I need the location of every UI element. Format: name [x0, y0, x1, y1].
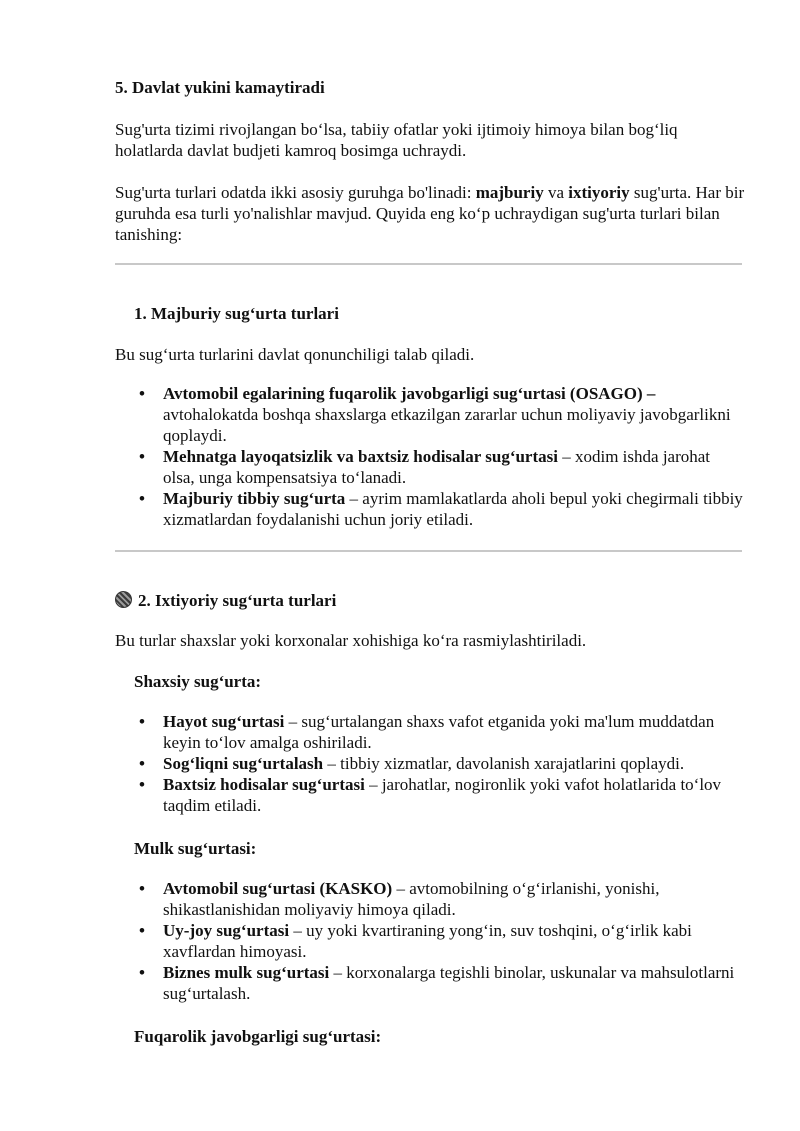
list-item: • Biznes mulk sug‘urtasi – korxonalarga tegishli binolar, uskunalar va mahsulotlarni sug‘urtalash.	[139, 963, 735, 1003]
bullet-icon: •	[139, 712, 145, 731]
list-item: • Sog‘liqni sug‘urtalash – tibbiy xizmatlar, davolanish xarajatlarini qoplaydi.	[139, 754, 685, 773]
bullet-icon: •	[139, 775, 145, 794]
divider	[115, 263, 742, 265]
circle-icon	[115, 591, 132, 608]
list-item: • Uy-joy sug‘urtasi – uy yoki kvartiraning yong‘in, suv toshqini, o‘g‘irlik kabi xavflardan himoyasi.	[139, 921, 692, 961]
bullet-icon: •	[139, 879, 145, 898]
section-5-paragraph: Sug'urta tizimi rivojlangan bo‘lsa, tabiiy ofatlar yoki ijtimoiy himoya bilan bog‘liq holatlarda davlat budjeti kamroq bosimga uchraydi.	[115, 120, 678, 160]
bullet-icon: •	[139, 447, 145, 466]
list-item: • Majburiy tibbiy sug‘urta – ayrim mamlakatlarda aholi bepul yoki chegirmali tibbiy xizmatlardan foydalanishi uchun joriy etiladi.	[139, 489, 743, 529]
ixtiyoriy-heading: 2. Ixtiyoriy sug‘urta turlari	[115, 590, 745, 611]
list-item: • Avtomobil sug‘urtasi (KASKO) – avtomobilning o‘g‘irlanishi, yonishi, shikastlanishidan moliyaviy himoya qiladi.	[139, 879, 660, 919]
majburiy-intro: Bu sug‘urta turlarini davlat qonunchiligi talab qiladi.	[115, 345, 475, 364]
bullet-icon: •	[139, 963, 145, 982]
shaxsiy-heading: Shaxsiy sug‘urta:	[134, 672, 262, 691]
bullet-icon: •	[139, 921, 145, 940]
insurance-groups-paragraph: Sug'urta turlari odatda ikki asosiy guruhga bo'linadi: majburiy va ixtiyoriy sug'urta. Har bir guruhda esa turli yo'nalishlar mavjud. Quyida eng ko‘p uchraydigan sug'urta turlari bilan tanishing:	[115, 183, 745, 244]
bullet-icon: •	[139, 754, 145, 773]
bullet-icon: •	[139, 384, 145, 403]
majburiy-term: majburiy	[475, 183, 544, 202]
list-item: • Baxtsiz hodisalar sug‘urtasi – jarohatlar, nogironlik yoki vafot holatlarida to‘lov taqdim etiladi.	[139, 775, 722, 815]
section-5-heading: 5. Davlat yukini kamaytiradi	[115, 78, 325, 97]
bullet-icon: •	[139, 489, 145, 508]
list-item: • Hayot sug‘urtasi – sug‘urtalangan shaxs vafot etganida yoki ma'lum muddatdan keyin to‘lov amalga oshiriladi.	[139, 712, 715, 752]
fuqarolik-heading: Fuqarolik javobgarligi sug‘urtasi:	[134, 1027, 382, 1046]
majburiy-heading: 1. Majburiy sug‘urta turlari	[134, 304, 339, 323]
majburiy-list	[115, 383, 745, 530]
mulk-list	[115, 878, 745, 1004]
shaxsiy-list	[115, 711, 745, 816]
mulk-heading: Mulk sug‘urtasi:	[134, 839, 257, 858]
list-item: • Mehnatga layoqatsizlik va baxtsiz hodisalar sug‘urtasi – xodim ishda jarohat olsa, unga kompensatsiya to‘lanadi.	[139, 447, 711, 487]
ixtiyoriy-intro: Bu turlar shaxslar yoki korxonalar xohishiga ko‘ra rasmiylashtiriladi.	[115, 631, 587, 650]
divider	[115, 550, 742, 552]
ixtiyoriy-term: ixtiyoriy	[568, 183, 630, 202]
list-item: • Avtomobil egalarining fuqarolik javobgarligi sug‘urtasi (OSAGO) – avtohalokatda boshqa shaxslarga etkazilgan zararlar uchun moliyaviy javobgarlikni qoplaydi.	[139, 384, 731, 445]
